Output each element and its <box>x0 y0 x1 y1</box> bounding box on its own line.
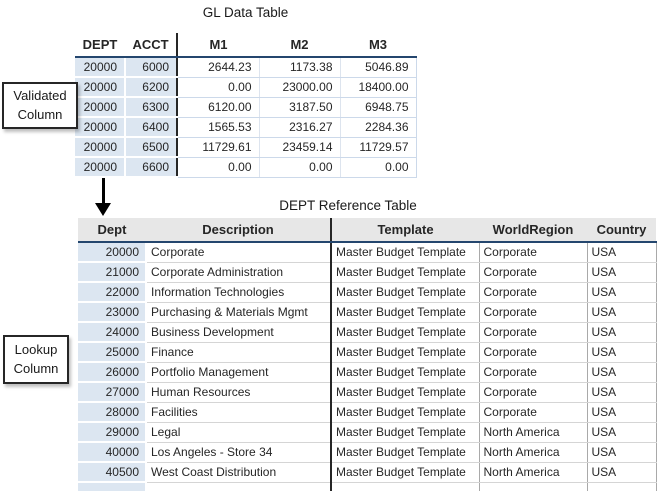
column-header-country: Country <box>587 218 656 242</box>
table-row <box>78 302 656 322</box>
cell: 20000 <box>78 242 146 262</box>
cell: 20000 <box>75 137 125 157</box>
cell: Master Budget Template <box>331 442 479 462</box>
cell: 2316.27 <box>259 117 340 137</box>
table-row <box>75 97 416 117</box>
cell: 23459.14 <box>259 137 340 157</box>
column-header-template: Template <box>331 218 479 242</box>
cell: Business Development <box>146 322 331 342</box>
table-row <box>78 262 656 282</box>
cell: USA <box>587 242 656 262</box>
cell: 2644.23 <box>177 57 259 77</box>
cell: Master Budget Template <box>331 362 479 382</box>
cell: Master Budget Template <box>331 242 479 262</box>
cell <box>78 482 146 491</box>
cell: 5046.89 <box>340 57 416 77</box>
table-row <box>78 482 656 491</box>
cell: Human Resources <box>146 382 331 402</box>
cell: 28000 <box>78 402 146 422</box>
cell: USA <box>587 382 656 402</box>
column-header-acct: ACCT <box>125 33 177 57</box>
column-header-description: Description <box>146 218 331 242</box>
cell: 6000 <box>125 57 177 77</box>
cell: 11729.57 <box>340 137 416 157</box>
cell: 1173.38 <box>259 57 340 77</box>
cell: North America <box>479 442 587 462</box>
validated-column-callout <box>2 82 78 129</box>
cell: 2284.36 <box>340 117 416 137</box>
table-row <box>78 442 656 462</box>
cell: Master Budget Template <box>331 322 479 342</box>
cell: USA <box>587 462 656 482</box>
ref-table-title: DEPT Reference Table <box>279 198 417 213</box>
cell: Master Budget Template <box>331 402 479 422</box>
dept-reference-table <box>78 218 657 491</box>
cell: Los Angeles - Store 34 <box>146 442 331 462</box>
cell: 3187.50 <box>259 97 340 117</box>
cell: Corporate <box>479 282 587 302</box>
column-header-m2: M2 <box>259 33 340 57</box>
cell: Corporate <box>479 262 587 282</box>
cell: USA <box>587 422 656 442</box>
cell: USA <box>587 282 656 302</box>
table-row <box>78 362 656 382</box>
lookup-column-callout <box>3 335 69 384</box>
table-row <box>78 422 656 442</box>
cell: Master Budget Template <box>331 302 479 322</box>
cell: Corporate Administration <box>146 262 331 282</box>
cell: Corporate <box>479 362 587 382</box>
table-row <box>75 117 416 137</box>
cell <box>587 482 656 491</box>
cell: 18400.00 <box>340 77 416 97</box>
cell <box>146 482 331 491</box>
gl-table-title: GL Data Table <box>202 5 289 20</box>
cell: Corporate <box>146 242 331 262</box>
cell: 6600 <box>125 157 177 177</box>
ref-header-row <box>78 218 656 242</box>
gl-header-row <box>75 33 416 57</box>
cell: Corporate <box>479 402 587 422</box>
cell: Corporate <box>479 302 587 322</box>
table-row <box>78 402 656 422</box>
cell: 0.00 <box>259 157 340 177</box>
cell: 20000 <box>75 97 125 117</box>
cell <box>331 482 479 491</box>
cell: North America <box>479 462 587 482</box>
table-row <box>78 282 656 302</box>
cell: 23000.00 <box>259 77 340 97</box>
validated-column-label-line2: Column <box>17 106 63 122</box>
cell: USA <box>587 342 656 362</box>
cell: 21000 <box>78 262 146 282</box>
cell: 6120.00 <box>177 97 259 117</box>
cell: 0.00 <box>340 157 416 177</box>
cell: West Coast Distribution <box>146 462 331 482</box>
cell: Legal <box>146 422 331 442</box>
table-row <box>78 242 656 262</box>
table-row <box>78 322 656 342</box>
column-header-m1: M1 <box>177 33 259 57</box>
cell <box>479 482 587 491</box>
cell: 6300 <box>125 97 177 117</box>
table-row <box>75 77 416 97</box>
column-header-dept: Dept <box>78 218 146 242</box>
lookup-column-label-line1: Lookup <box>14 342 58 358</box>
table-row <box>75 57 416 77</box>
cell: USA <box>587 302 656 322</box>
cell: 24000 <box>78 322 146 342</box>
cell: 6948.75 <box>340 97 416 117</box>
cell: Master Budget Template <box>331 262 479 282</box>
cell: 20000 <box>75 117 125 137</box>
cell: Portfolio Management <box>146 362 331 382</box>
cell: Corporate <box>479 322 587 342</box>
cell: 0.00 <box>177 157 259 177</box>
cell: 6500 <box>125 137 177 157</box>
cell: Corporate <box>479 242 587 262</box>
lookup-column-label-line2: Column <box>13 360 59 376</box>
cell: Master Budget Template <box>331 282 479 302</box>
cell: Corporate <box>479 382 587 402</box>
column-header-dept: DEPT <box>75 33 125 57</box>
cell: USA <box>587 402 656 422</box>
cell: Facilities <box>146 402 331 422</box>
table-row <box>78 342 656 362</box>
cell: USA <box>587 322 656 342</box>
validated-column-label-line1: Validated <box>13 88 67 104</box>
cell: USA <box>587 262 656 282</box>
cell: 26000 <box>78 362 146 382</box>
table-row <box>78 382 656 402</box>
cell: 20000 <box>75 57 125 77</box>
cell: 20000 <box>75 77 125 97</box>
cell: North America <box>479 422 587 442</box>
column-header-worldregion: WorldRegion <box>479 218 587 242</box>
cell: 0.00 <box>177 77 259 97</box>
cell: 20000 <box>75 157 125 177</box>
table-row <box>75 137 416 157</box>
cell: Finance <box>146 342 331 362</box>
cell: 29000 <box>78 422 146 442</box>
cell: 40000 <box>78 442 146 462</box>
cell: Purchasing & Materials Mgmt <box>146 302 331 322</box>
cell: 6200 <box>125 77 177 97</box>
table-row <box>75 157 416 177</box>
cell: Corporate <box>479 342 587 362</box>
cell: Information Technologies <box>146 282 331 302</box>
cell: Master Budget Template <box>331 422 479 442</box>
cell: Master Budget Template <box>331 382 479 402</box>
cell: USA <box>587 442 656 462</box>
cell: 22000 <box>78 282 146 302</box>
cell: 1565.53 <box>177 117 259 137</box>
cell: Master Budget Template <box>331 462 479 482</box>
gl-data-table <box>75 33 417 178</box>
cell: 27000 <box>78 382 146 402</box>
cell: Master Budget Template <box>331 342 479 362</box>
column-header-m3: M3 <box>340 33 416 57</box>
cell: USA <box>587 362 656 382</box>
cell: 23000 <box>78 302 146 322</box>
cell: 40500 <box>78 462 146 482</box>
table-row <box>78 462 656 482</box>
cell: 25000 <box>78 342 146 362</box>
cell: 6400 <box>125 117 177 137</box>
cell: 11729.61 <box>177 137 259 157</box>
